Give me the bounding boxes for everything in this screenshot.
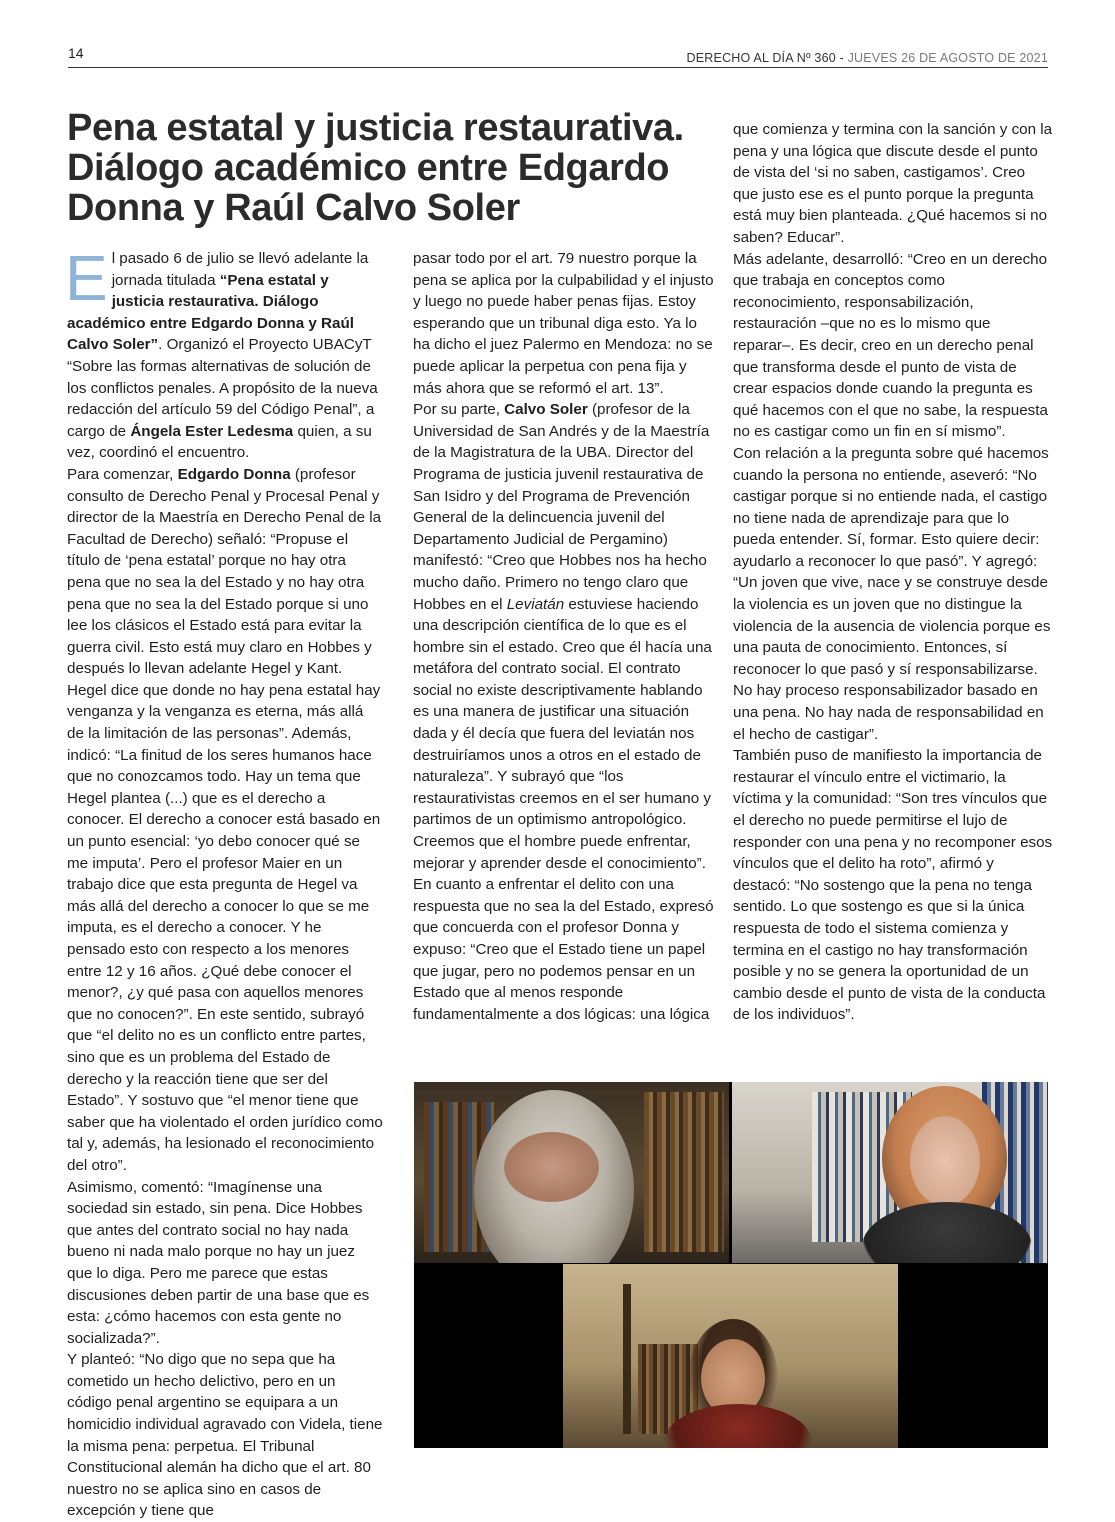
- article-column-3: [733, 119, 1053, 1026]
- drop-cap: E: [65, 242, 108, 314]
- book-title: Leviatán: [506, 595, 565, 613]
- article-title: Pena estatal y justicia restaurativa. Diálogo académico entre Edgardo Donna y Raúl Calvo Soler: [67, 107, 684, 229]
- publication-name: DERECHO AL DÍA Nº 360 -: [686, 51, 848, 65]
- paragraph: [65, 242, 383, 464]
- person-name: Calvo Soler: [504, 401, 588, 419]
- door-frame: [623, 1284, 631, 1434]
- article-column-2: [413, 248, 715, 1025]
- event-title: “Pena estatal y justicia restaurativa. Diálogo académico entre Edgardo Donna y Raúl Calvo Soler”: [67, 271, 354, 354]
- text-run: (profesor de la Universidad de San Andrés y de la Maestría de la Magistratura de la UBA. Director del Programa de justicia juvenil restaurativa de San Isidro y del Programa de Prevención General de la delincuencia juvenil del Departamento Judicial de Pergamino) manifestó: “Creo que Hobbes nos ha hecho mucho daño. Primero no tengo claro que Hobbes en el: [413, 401, 710, 613]
- text-run: . Organizó el Proyecto UBACyT “Sobre las formas alternativas de solución de los conflictos penales. A propósito de la nueva redacción del artículo 59 del Código Penal”, a cargo de: [67, 336, 378, 440]
- paragraph: Con relación a la pregunta sobre qué hacemos cuando la persona no entiende, aseveró: “No castigar porque si no entiende nada, el castigo no tiene nada de aprendizaje para que lo pueda entender. Sí, formar. Esto quiere decir: ayudarlo a reconocer lo que pasó”. Y agregó: “Un joven que vive, nace y se construye desde la violencia es un joven que no distingue la violencia de la ausencia de violencia porque es una pauta de conocimiento. Entonces, sí reconocer lo que pasó y sí responsabilizarse. No hay proceso responsabilizador basado en una pena. No hay nada de responsabilidad en el hecho de castigar”.: [733, 444, 1051, 743]
- text-run: Por su parte,: [413, 401, 505, 419]
- publication-header: [687, 51, 1048, 65]
- person-name: Edgardo Donna: [177, 465, 291, 483]
- paragraph: También puso de manifiesto la importancia de restaurar el vínculo entre el victimario, la víctima y la comunidad: “Son tres vínculos que el derecho no puede permitirse el lujo de responder con una pena y no recomponer esos vínculos que el delito ha roto”, afirmó y destacó: “No sostengo que la pena no tenga sentido. Lo que sostengo es que si la única respuesta de todo el sistema comienza y termina en el castigo no hay transformación posible y no se genera la oportunidad de un cambio desde el punto de vista de la conducta de los individuos”.: [733, 747, 1053, 1024]
- paragraph: que comienza y termina con la sanción y con la pena y una lógica que discute desde el punto de vista del ‘si no saben, castigamos’. Creo que justo ese es el punto porque la pregunta está muy bien planteada. ¿Qué hacemos si no saben? Educar”.: [733, 121, 1053, 246]
- participant-tile-donna: [414, 1082, 729, 1263]
- participant-face: [504, 1132, 599, 1202]
- text-run: Para comenzar,: [67, 465, 178, 483]
- text-run: estuviese haciendo una descripción científica de lo que es el hombre sin el estado. Creo que él hacía una metáfora del contrato social. El contrato social no existe descriptivamente hablando es una manera de justificar una situación dada y él decía que fuera del leviatán nos destruiríamos unos a otros en el estado de naturaleza”. Y subrayó que “los restaurativistas creemos en el ser humano y partimos de un optimismo antropológico. Creemos que el hombre puede enfrentar, mejorar y aprender desde el conocimiento”.: [413, 595, 712, 872]
- participant-face: [910, 1116, 980, 1206]
- paragraph: [67, 464, 383, 1177]
- paragraph: Más adelante, desarrolló: “Creo en un derecho que trabaja en conceptos como reconocimiento, responsabilización, restauración –que no es lo mismo que reparar–. Es decir, creo en un derecho penal que transforma desde el punto de vista de crear espacios donde cuando la pregunta es qué hacemos con el que no sabe, la respuesta no es castigar como un fin en sí mismo”.: [733, 250, 1048, 441]
- text-run: (profesor consulto de Derecho Penal y Procesal Penal y director de la Maestría en Derecho Penal de la Facultad de Derecho) señaló: “Propuse el título de ‘pena estatal’ porque no hay otra pena que no sea la del Estado y no hay otra pena que no sea la del Estado porque si uno lee los clásicos el Estado está para evitar la guerra civil. Esto está muy claro en Hobbes y después lo llevan adelante Hegel y Kant. Hegel dice que donde no hay pena estatal hay venganza y la venganza es eterna, más allá de la limitación de las personas”. Además, indicó: “La finitud de los seres humanos hace que no conozcamos todo. Hay un tema que Hegel plantea (...) que es el derecho a conocer. El derecho a conocer está basado en un punto esencial: ‘yo debo conocer qué se me imputa’. Pero el profesor Maier en un trabajo dice que esta pregunta de Hegel va más allá del derecho a conocer lo que se me imputa, es el derecho a conocer. Y he pensado esto con respecto a los menores entre 12 y 16 años. ¿Qué debe conocer el menor?, ¿y qué pasa con aquellos menores que no conocen?”. En este sentido, subrayó que “el delito no es un conflicto entre partes, sino que es un problema del Estado de derecho y la reacción tiene que ser del Estado”. Y sostuvo que “el menor tiene que saber que ha violentado el orden jurídico como tal y, además, ha lesionado el reconocimiento del otro”.: [67, 465, 383, 1174]
- text-run: l pasado 6 de julio se llevó adelante la jornada titulada: [111, 250, 369, 289]
- person-name: Ángela Ester Ledesma: [130, 422, 294, 440]
- participant-tile-calvo-soler: [563, 1264, 898, 1448]
- paragraph: Y planteó: “No digo que no sepa que ha cometido un hecho delictivo, pero en un código penal argentino se equipara a un homicidio individual agravado con Videla, tiene la misma pena: perpetua. El Tribunal Constitucional alemán ha dicho que el art. 80 nuestro no se aplica sino en casos de excepción y tiene que: [67, 1351, 383, 1520]
- video-call-photo: [414, 1082, 1048, 1448]
- page-number: 14: [68, 45, 84, 61]
- paragraph: pasar todo por el art. 79 nuestro porque la pena se aplica por la culpabilidad y el injusto y luego no puede haber penas fijas. Estoy esperando que un tribunal diga esto. Ya lo ha dicho el juez Palermo en Mendoza: no se puede aplicar la perpetua con pena fija y más ahora que se reformó el art. 13”.: [413, 250, 714, 397]
- bookshelf: [644, 1092, 724, 1252]
- article-column-1: [65, 242, 383, 1522]
- participant-tile-ledesma: [732, 1082, 1048, 1263]
- publication-date: JUEVES 26 DE AGOSTO DE 2021: [847, 51, 1048, 65]
- header-rule: [68, 67, 1048, 68]
- paragraph: Asimismo, comentó: “Imagínense una sociedad sin estado, sin pena. Dice Hobbes que antes del contrato social no hay nada bueno ni nada malo porque no hay un juez que lo diga. Pero me parece que estas discusiones deben partir de una base que es esta: ¿cómo hacemos con esta gente no socializada?”.: [67, 1178, 370, 1347]
- text-run: quien, a su vez, coordinó el encuentro.: [67, 422, 372, 462]
- paragraph: En cuanto a enfrentar el delito con una respuesta que no sea la del Estado, expresó que concuerda con el profesor Donna y expuso: “Creo que el Estado tiene un papel que jugar, pero no podemos pensar en un Estado que al menos responde fundamentalmente a dos lógicas: una lógica: [413, 876, 714, 1023]
- paragraph: [413, 399, 715, 874]
